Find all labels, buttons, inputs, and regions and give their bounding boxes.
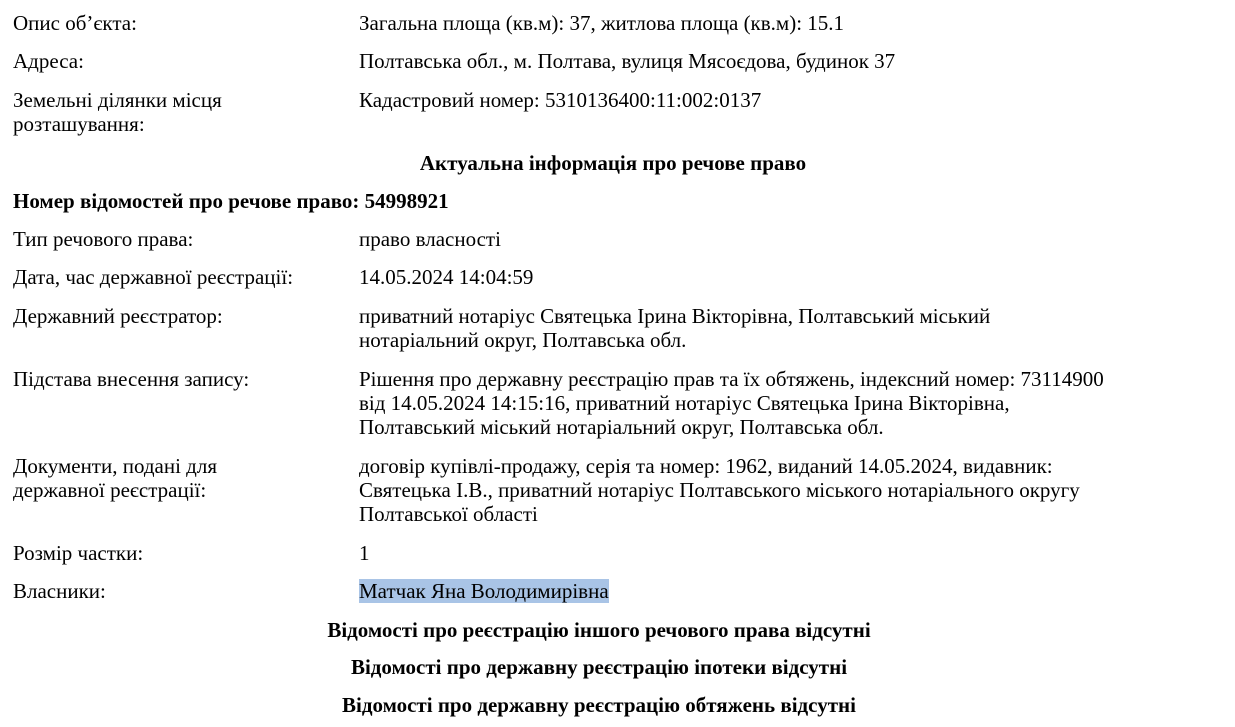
documents-label-line2: державної реєстрації: xyxy=(13,478,207,502)
section-heading: Актуальна інформація про речове право xyxy=(419,151,807,175)
land-label-line1: Земельні ділянки місця xyxy=(13,88,222,112)
basis-value-line1: Рішення про державну реєстрацію прав та їх обтяжень, індексний номер: 73114900 xyxy=(359,367,1104,391)
owners-value[interactable]: Матчак Яна Володимирівна xyxy=(359,579,609,603)
documents-value-line3: Полтавської області xyxy=(359,502,538,526)
share-label: Розмір частки: xyxy=(13,541,144,565)
right-type-label: Тип речового права: xyxy=(13,227,194,251)
basis-value xyxy=(359,367,1229,439)
owners-row xyxy=(13,579,1229,603)
address-row xyxy=(13,49,1229,73)
owners-value-wrap xyxy=(359,579,1229,603)
basis-label: Підстава внесення запису: xyxy=(13,367,250,391)
owners-label: Власники: xyxy=(13,579,106,603)
basis-value-line2: від 14.05.2024 14:15:16, приватний нотаріус Святецька Ірина Вікторівна, xyxy=(359,391,1010,415)
registration-date-label: Дата, час державної реєстрації: xyxy=(13,265,294,289)
registrar-value xyxy=(359,304,1229,352)
land-label-line2: розташування: xyxy=(13,112,145,136)
basis-row xyxy=(13,367,1229,439)
share-value: 1 xyxy=(359,541,370,565)
basis-value-line3: Полтавський міський нотаріальний округ, Полтавська обл. xyxy=(359,415,884,439)
right-number-line: Номер відомостей про речове право: 54998921 xyxy=(13,189,449,213)
object-description-label: Опис об’єкта: xyxy=(13,11,137,35)
other-right-note: Відомості про реєстрацію іншого речового права відсутні xyxy=(327,618,871,642)
object-description-row xyxy=(13,11,1229,35)
registrar-row xyxy=(13,304,1229,352)
documents-row xyxy=(13,454,1229,526)
registrar-label: Державний реєстратор: xyxy=(13,304,223,328)
documents-label xyxy=(13,454,359,502)
land-value: Кадастровий номер: 5310136400:11:002:0137 xyxy=(359,88,762,112)
address-label: Адреса: xyxy=(13,49,84,73)
documents-value xyxy=(359,454,1229,526)
share-row xyxy=(13,541,1229,565)
land-label xyxy=(13,88,359,136)
registrar-value-line2: нотаріальний округ, Полтавська обл. xyxy=(359,328,687,352)
mortgage-note: Відомості про державну реєстрацію іпотеки відсутні xyxy=(350,655,848,679)
documents-label-line1: Документи, подані для xyxy=(13,454,218,478)
documents-value-line1: договір купівлі-продажу, серія та номер: 1962, виданий 14.05.2024, видавник: xyxy=(359,454,1053,478)
land-row xyxy=(13,88,1229,136)
registrar-value-line1: приватний нотаріус Святецька Ірина Вікторівна, Полтавський міський xyxy=(359,304,991,328)
object-description-value: Загальна площа (кв.м): 37, житлова площа (кв.м): 15.1 xyxy=(359,11,845,35)
registration-date-row xyxy=(13,265,1229,289)
right-type-row xyxy=(13,227,1229,251)
right-type-value: право власності xyxy=(359,227,501,251)
registration-date-value: 14.05.2024 14:04:59 xyxy=(359,265,534,289)
address-value: Полтавська обл., м. Полтава, вулиця Мясоєдова, будинок 37 xyxy=(359,49,896,73)
encumbrances-note: Відомості про державну реєстрацію обтяжень відсутні xyxy=(342,693,856,717)
documents-value-line2: Святецька І.В., приватний нотаріус Полтавського міського нотаріального округу xyxy=(359,478,1080,502)
